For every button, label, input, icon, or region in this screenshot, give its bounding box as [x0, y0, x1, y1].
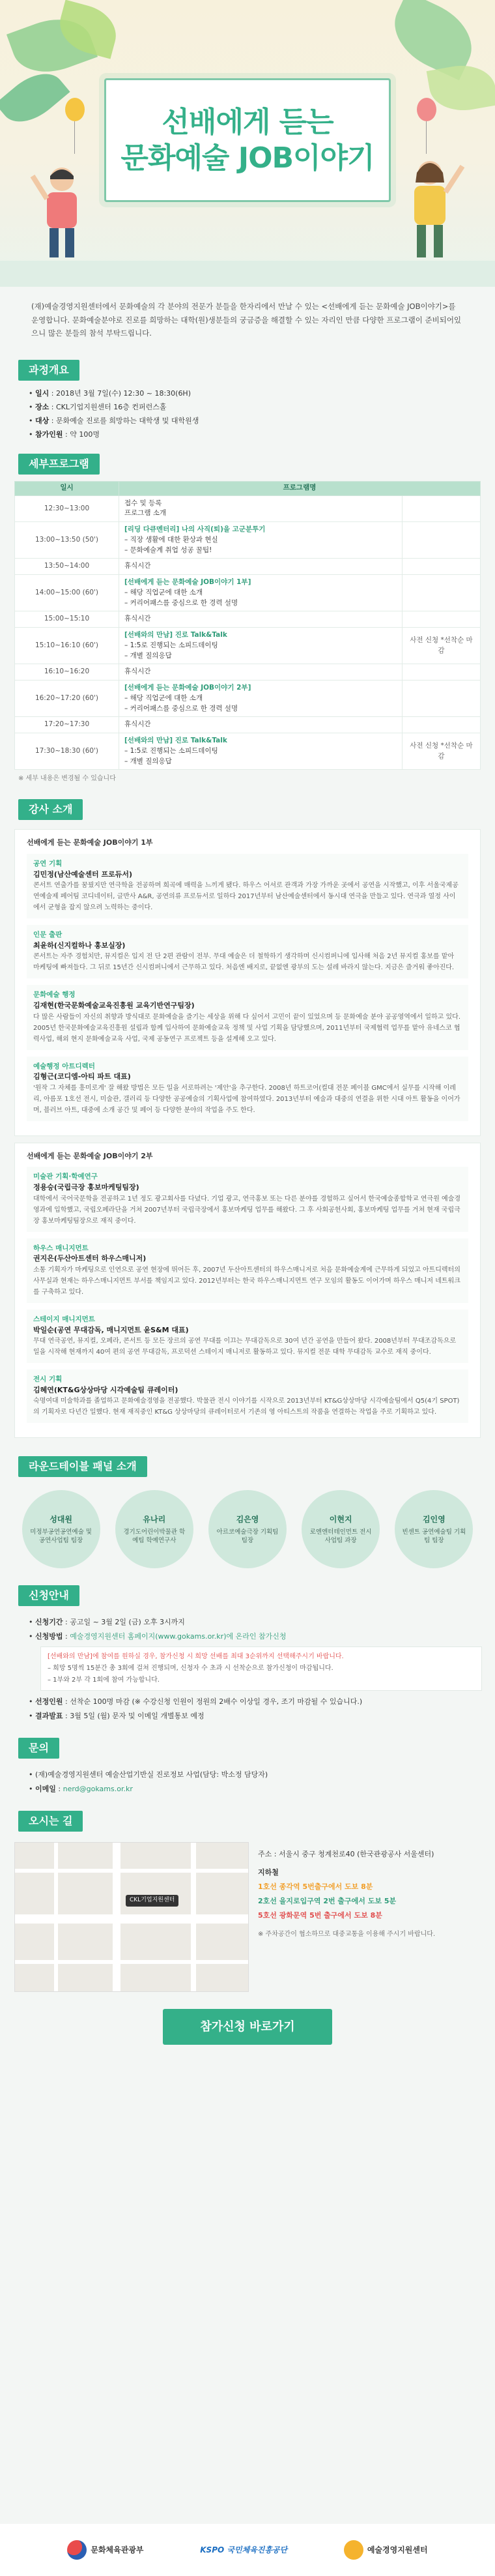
intro-text: (재)예술경영지원센터에서 문화예술의 각 분야의 전문가 분들을 한자리에서 만날 수 있는 <선배에게 듣는 문화예술 JOB이야기>를 운영합니다. 문화예술분야로 진로를 희망하는 대학(원)생분들의 궁금증을 해결할 수 있는 자리인 만큼 다양한 프로그램이 준비되어있으니 많은 분들의 참석 부탁드립니다. — [31, 302, 462, 338]
schedule-line: – 개별 질의응답 — [124, 757, 172, 765]
location-heading: 오시는 길 — [18, 1811, 83, 1832]
map-road — [15, 1914, 249, 1924]
subway-line2: 2호선 을지로입구역 2번 출구에서 도보 5분 — [258, 1897, 397, 1906]
panelist-desc: 로엔엔터테인먼트 전시사업팀 과장 — [309, 1528, 372, 1545]
schedule-heading: 세부프로그램 — [18, 454, 100, 475]
lecturer-bio: 소통 기획자가 마케팅으로 인연으로 공연 현장에 뛰어든 후, 2007년 두산아트센터의 하우스매니저로 처음 문화예술계에 근무하게 되었고 아트디렉터의 사무실과 현재는 하우스매니지먼트 부서를 책임지고 있다. 2012년부터는 한국 하우스매니지먼트 연구 모임의 활동도 이어가며 하우스 매니저 네트워크를 구축하고 있다. — [33, 1266, 460, 1296]
lecturer-name: 김형근(코디엠-아티 파트 대표) — [33, 1072, 131, 1081]
schedule-program — [119, 681, 403, 717]
lecturer-card — [27, 1310, 468, 1363]
lecturer-name: 김재현(한국문화예술교육진흥원 교육기반연구팀장) — [33, 1001, 195, 1010]
schedule-program — [119, 559, 403, 575]
lecturer-bio: 콘서트 연출가를 꿈꿨지만 연극학을 전공하며 희곡에 매력을 느끼게 됐다. 하우스 어셔로 관객과 가장 가까운 곳에서 공연을 시작했고, 이후 서울국제공연예술제 페어팀 코디네이터, 글반사 A&R, 공연의류 프로듀서로 일하다 2017년부터 남산예술센터에서 동시대 연극을 만들고 있다. 연극과 열정 사이에서 균형을 잡지 않으려 노력하는 중이다. — [33, 882, 459, 912]
lecturer-category: 예술행정 아트디렉터 — [33, 1062, 95, 1070]
location-info — [258, 1842, 481, 1992]
schedule-note — [403, 717, 481, 733]
apply-info — [13, 1613, 482, 1726]
schedule-line: [선배에게 듣는 문화예술 JOB이야기 1부] — [124, 578, 251, 587]
panelist — [298, 1490, 383, 1568]
schedule-program — [119, 664, 403, 681]
schedule-note: 사전 신청 *선착순 마감 — [403, 628, 481, 664]
schedule-line: – 커리어패스를 중심으로 한 경력 설명 — [124, 704, 238, 712]
part2-title: 선배에게 듣는 문화예술 JOB이야기 2부 — [27, 1151, 153, 1160]
schedule-time: 15:10~16:10 (60') — [15, 628, 119, 664]
panelist-desc: 빈센트 공연예술팀 기획팀 팀장 — [402, 1528, 466, 1545]
lectures-heading: 강사 소개 — [18, 799, 83, 820]
panelist-name: 김은영 — [236, 1514, 259, 1524]
schedule-time: 17:30~18:30 (60') — [15, 733, 119, 770]
logo-mcst: 문화체육관광부 — [67, 2540, 143, 2560]
person-illustration — [391, 156, 469, 261]
schedule-row — [15, 664, 481, 681]
schedule-line: – 직장 생활에 대한 환상과 현실 — [124, 535, 218, 544]
panelist — [205, 1490, 290, 1568]
schedule-line: 접수 및 등록 — [124, 499, 162, 507]
schedule-line: – 해당 직업군에 대한 소개 — [124, 588, 203, 596]
schedule-row — [15, 575, 481, 611]
apply-notes: [선배와의 만남]에 참여를 원하실 경우, 참가신청 시 희망 선배를 최대 3순위까지 선택해주시기 바랍니다. – 희망 5명씩 15분간 총 3회에 걸쳐 진행되며, 신청자 수 초과 시 선착순으로 참가신청이 마감됩니다. – 1부와 2부 각 1회에 참여 가능합니다. — [40, 1647, 482, 1691]
schedule-program — [119, 733, 403, 770]
lecturer-name: 권지은(두산아트센터 하우스매니저) — [33, 1254, 147, 1263]
overview-list — [13, 387, 482, 442]
panelist-name: 유나리 — [143, 1514, 166, 1524]
panel-heading: 라운드테이블 패널 소개 — [18, 1456, 147, 1477]
map-road — [191, 1843, 196, 1992]
schedule-note: 사전 신청 *선착순 마감 — [403, 733, 481, 770]
lecturer-card — [27, 1057, 468, 1121]
lecturer-category: 스테이지 매니지먼트 — [33, 1315, 95, 1323]
schedule-time: 16:10~16:20 — [15, 664, 119, 681]
lecturer-name: 김민정(남산예술센터 프로듀서) — [33, 870, 133, 879]
parking-note: ※ 주차공간이 협소하므로 대중교통을 이용해 주시기 바랍니다. — [258, 1931, 436, 1939]
schedule-note — [403, 575, 481, 611]
panelist-circle — [395, 1490, 473, 1568]
schedule-program — [119, 717, 403, 733]
schedule-line: 휴식시간 — [124, 720, 151, 729]
overview-item: • 일시 : 2018년 3월 7일(수) 12:30 ~ 18:30(6H) — [29, 389, 191, 398]
panelist-desc: 경기도어린이박물관 학예팀 학예연구사 — [123, 1528, 186, 1545]
schedule-row — [15, 495, 481, 522]
content — [0, 287, 495, 2045]
schedule-line: [선배에게 듣는 문화예술 JOB이야기 2부] — [124, 684, 251, 692]
lecturer-category: 공연 기획 — [33, 859, 63, 868]
schedule-line: – 문화예술계 취업 성공 꿀팁! — [124, 546, 212, 554]
lecturer-name: 김혜연(KT&G상상마당 시각예술팀 큐레이터) — [33, 1385, 178, 1394]
lecturer-card — [27, 1167, 468, 1231]
schedule-program — [119, 495, 403, 522]
part1-title: 선배에게 듣는 문화예술 JOB이야기 1부 — [27, 838, 153, 847]
apply-selection: • 선정인원 : 선착순 100명 마감 (※ 수강신청 인원이 정원의 2배수 이상일 경우, 조기 마감될 수 있습니다.) — [29, 1697, 363, 1706]
lecturer-category: 미술관 기획·학예연구 — [33, 1173, 98, 1181]
panelist-name: 이현지 — [329, 1514, 352, 1524]
overview-item: • 장소 : CKL기업지원센터 16층 컨퍼런스홀 — [29, 402, 167, 411]
panelist-desc: 미정부공연공연예술 및 공연사업팀 팀장 — [30, 1528, 92, 1545]
hero-title-line2: 문화예술 JOB이야기 — [120, 141, 375, 175]
hero-banner — [0, 0, 495, 287]
lecturer-card — [27, 1369, 468, 1423]
email-link[interactable]: nerd@gokams.or.kr — [63, 1785, 133, 1794]
schedule-row — [15, 559, 481, 575]
location-map[interactable] — [14, 1842, 249, 1992]
hero-ground — [0, 261, 495, 287]
schedule-line: 휴식시간 — [124, 562, 151, 570]
hero-title-line1: 선배에게 듣는 — [162, 106, 333, 139]
panelist — [19, 1490, 104, 1568]
schedule-body — [15, 495, 481, 770]
map-road — [54, 1843, 58, 1992]
leaf-decoration — [0, 62, 70, 134]
map-road — [15, 1960, 249, 1964]
lecturer-card — [27, 1238, 468, 1303]
schedule-note — [403, 664, 481, 681]
lecturer-category: 전시 기획 — [33, 1375, 63, 1384]
lecturer-bio: '원작 그 자체를 흥미로게' 잘 해왔 방법은 모든 일을 서로하려는 '제안'을 추구한다. 2008년 하트코어(컬대 전문 페이블 GMC에서 실무를 시작해 이레 리, 아름포 1호선 전시, 미술관, 갤러리 등 다양한 공공예술의 기획사업에 참여하였다. 2013년부터 예술과 대중의 연결을 위한 시대 아트 활동을 이어가며, 블러브 아트, 대중에 소개 공간 및 페어 등 다양한 분야의 작업을 주도 한다. — [33, 1084, 460, 1114]
apply-cta-button[interactable]: 참가신청 바로가기 — [163, 2009, 332, 2045]
schedule-note — [403, 495, 481, 522]
schedule-note — [403, 611, 481, 628]
balloon-icon — [65, 98, 85, 121]
schedule-program — [119, 611, 403, 628]
schedule-time: 13:00~13:50 (50') — [15, 522, 119, 559]
schedule-line: – 개별 질의응답 — [124, 651, 172, 660]
schedule-row — [15, 717, 481, 733]
lecturer-category: 하우스 매니지먼트 — [33, 1244, 89, 1252]
gokams-icon — [344, 2540, 363, 2560]
lecturer-bio: 숙명여대 미술학과를 졸업하고 문화예술경영을 전공했다. 박물관 전시 이야기를 시작으로 2013년부터 KT&G상상마당 시각예술팀에서 Q5(4기 SPOT)의 기획자로 다년간 일했다. 현재 재직중인 KT&G 상상마당의 큐레이터로서 기존의 영 아티스트의 작품을 연결하는 작업을 주로 기획하고 있다. — [33, 1398, 460, 1416]
lecturer-category: 인문 출판 — [33, 931, 63, 939]
schedule-note — [403, 681, 481, 717]
lecturer-bio: 대학에서 국어국문학을 전공하고 1년 정도 광고회사를 다녔다. 기업 광고, 연극홍보 또는 다른 분야를 경험하고 싶어서 한국예술종합학교 연극원 예술경영과에 입학했고, 국립오페라단을 거쳐 2007년부터 국립극장에서 홍보마케팅 업무를 해왔다. 그 후 사회공헌사회, 홍보마케팅 업무를 거쳐 현재 국립극장 홍보마케팅팀장으로 재직 중이다. — [33, 1195, 461, 1225]
schedule-line: [리딩 다큐멘터리] 나의 사직(퇴)을 고군분투기 — [124, 525, 266, 534]
panelist-circle — [302, 1490, 380, 1568]
apply-method: • 신청방법 : 예술경영지원센터 홈페이지(www.gokams.or.kr)에 온라인 참가신청 — [29, 1632, 287, 1641]
schedule-line: [선배와의 만남] 진로 Talk&Talk — [124, 737, 227, 745]
map-road — [15, 1869, 249, 1873]
apply-link[interactable]: 예술경영지원센터 홈페이지(www.gokams.or.kr)에 온라인 참가신청 — [70, 1632, 287, 1641]
overview-heading: 과정개요 — [18, 360, 79, 381]
panelist-name: 성대원 — [50, 1514, 72, 1524]
schedule-line: 휴식시간 — [124, 615, 151, 623]
lecturer-bio: 다 많은 사람들이 자신의 취향과 방식대로 문화예술을 즐기는 세상을 위해 다 싶어서 고민이 끝이 있었으며 등 문화예술 분야 공공영역에서 일하고 있다. 2005년 한국문화예술교육진흥원 설립과 함께 입사하여 문화예술교육 정책 및 사업 기획을 담당했으며, 2011년부터 국제협력 업무를 맡아 유네스코 협력사업, 해외 현지 문화예술교육 사업, 국제 공동연구 프로젝트 등을 설계해 오고 있다. — [33, 1013, 461, 1043]
address: 주소 : 서울시 중구 청계천로40 (한국관광공사 서울센터) — [258, 1850, 434, 1859]
panelist-circle — [115, 1490, 193, 1568]
lecturer-card — [27, 854, 468, 918]
schedule-line: – 1:5로 진행되는 소피드데이팅 — [124, 641, 218, 649]
hero-title-box — [104, 78, 391, 202]
schedule-time: 17:20~17:30 — [15, 717, 119, 733]
map-road — [113, 1843, 120, 1992]
panelist — [112, 1490, 197, 1568]
person-illustration — [26, 163, 98, 261]
apply-heading: 신청안내 — [18, 1585, 79, 1606]
contact-info — [13, 1765, 482, 1799]
schedule-line: – 커리어패스를 중심으로 한 경력 설명 — [124, 598, 238, 607]
lecturer-bio: 무대 연극공연, 뮤지컬, 오페라, 콘서트 등 모든 장르의 공연 무대를 이끄는 무대감독으로 30여 년간 공연을 만들어 왔다. 2008년부터 무대조감독으로 일을 시작해 현재까지 40여 편의 공연 무대감독, 프로덕션 스테이지 매니저로 활동하고 있다. 뮤지컬 전문 대학 무대감독 교수로 재직 중이다. — [33, 1338, 457, 1356]
contact-org: • (재)예술경영지원센터 예술산업기반실 진로정보 사업(담당: 박소정 담당자) — [29, 1770, 268, 1779]
schedule-row — [15, 733, 481, 770]
panelist-name: 김인영 — [422, 1514, 446, 1524]
subway-line5: 5호선 광화문역 5번 출구에서 도보 8분 — [258, 1911, 382, 1920]
panelist — [391, 1490, 476, 1568]
schedule-row — [15, 628, 481, 664]
logo-kspo: KSPO 국민체육진흥공단 — [200, 2545, 288, 2554]
schedule-line: 휴식시간 — [124, 667, 151, 676]
col-time: 일시 — [15, 481, 119, 495]
apply-period: • 신청기간 : 공고일 ~ 3월 2일 (금) 오후 3시까지 — [29, 1618, 185, 1627]
contact-email: • 이메일 : nerd@gokams.or.kr — [29, 1785, 133, 1794]
schedule-row — [15, 681, 481, 717]
panelist-circle — [208, 1490, 287, 1568]
emblem-icon — [67, 2540, 87, 2560]
schedule-program — [119, 575, 403, 611]
location-section — [14, 1842, 481, 1992]
panel-list — [14, 1490, 481, 1568]
schedule-note — [403, 559, 481, 575]
schedule-row — [15, 611, 481, 628]
panelist-circle — [22, 1490, 100, 1568]
lecturer-card — [27, 925, 468, 978]
lecturer-category: 문화예술 행정 — [33, 991, 76, 999]
schedule-time: 16:20~17:20 (60') — [15, 681, 119, 717]
schedule-line: 프로그램 소개 — [124, 509, 167, 518]
schedule-note — [403, 522, 481, 559]
schedule-line: – 해당 직업군에 대한 소개 — [124, 694, 203, 702]
lectures-part1 — [14, 829, 481, 1136]
schedule-row — [15, 522, 481, 559]
schedule-time: 12:30~13:00 — [15, 495, 119, 522]
schedule-time: 14:00~15:00 (60') — [15, 575, 119, 611]
map-pin: CKL기업지원센터 — [126, 1895, 178, 1907]
lectures-part2 — [14, 1143, 481, 1439]
schedule-time: 13:50~14:00 — [15, 559, 119, 575]
apply-result: • 결과발표 : 3월 5일 (월) 문자 및 이메일 개별통보 예정 — [29, 1712, 205, 1721]
col-program: 프로그램명 — [119, 481, 481, 495]
schedule-line: – 1:5로 진행되는 소피드데이팅 — [124, 746, 218, 755]
logo-gokams: 예술경영지원센터 — [344, 2540, 428, 2560]
lecturer-name: 최윤하(신지컬하나 홍보실장) — [33, 941, 126, 950]
subway-line1: 1호선 종각역 5번출구에서 도보 8분 — [258, 1882, 373, 1892]
lecturer-card — [27, 985, 468, 1049]
subway-title: 지하철 — [258, 1868, 279, 1877]
schedule-line: [선배와의 만남] 진로 Talk&Talk — [124, 631, 227, 639]
schedule-caption: ※ 세부 내용은 변경될 수 있습니다 — [18, 775, 116, 783]
schedule-program — [119, 522, 403, 559]
schedule-time: 15:00~15:10 — [15, 611, 119, 628]
overview-item: • 참가인원 : 약 100명 — [29, 430, 100, 439]
schedule-table — [14, 481, 481, 770]
lecturer-name: 박일순(공연 무대감독, 매니지먼트 윤S&M 대표) — [33, 1325, 189, 1334]
lecturer-name: 정용승(국립극장 홍보마케팅팀장) — [33, 1183, 139, 1192]
footer — [0, 2524, 495, 2576]
panelist-desc: 아르코예술극장 기획팀 팀장 — [216, 1528, 279, 1545]
schedule-program — [119, 628, 403, 664]
contact-heading: 문의 — [18, 1738, 59, 1759]
overview-item: • 대상 : 문화예술 진로를 희망하는 대학생 및 대학원생 — [29, 416, 199, 425]
lecturer-bio: 콘서트는 자주 경험치만, 뮤지컬은 입지 전 단 2편 관람이 전부. 무대 예술은 더 철학하기 생각하며 신시컴퍼니에 입사해 처음 2년 뮤지컬 홍보를 맡아 마케팅에 빠져들다. 그 뒤로 15년간 신시컴퍼니에서 근무하고 있다. 처음엔 배지로, 끝없엔 광부의 도는 설레 바라지 않는다. 지금은 즐거워 좋아진다. — [33, 953, 455, 972]
balloon-icon — [417, 98, 436, 121]
